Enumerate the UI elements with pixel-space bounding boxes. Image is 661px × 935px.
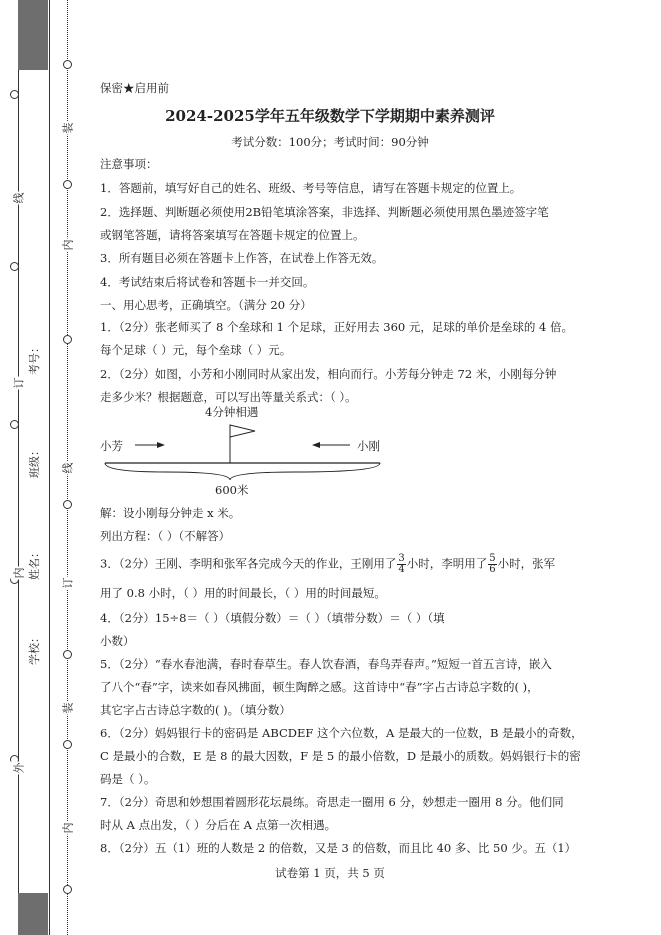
binding-hole (63, 500, 72, 509)
question-7: 7．（2分）奇思和妙想围着圆形花坛晨练。奇思走一圈用 6 分，妙想走一圈用 8 分。他们同 (100, 795, 564, 809)
frac-denominator: 6 (489, 564, 496, 575)
outer-label: 内 (12, 567, 26, 579)
notes-heading: 注意事项： (100, 157, 158, 171)
page-footer: 试卷第 1 页，共 5 页 (275, 866, 385, 880)
outer-label: 订 (12, 377, 26, 389)
xiaogang-label: 小刚 (357, 439, 380, 453)
binding-hole (63, 650, 72, 659)
q3-mid: 小时，李明用了 (406, 556, 488, 571)
q3-pre: 3．（2分）王刚、李明和张军各完成今天的作业，王刚用了 (100, 556, 397, 571)
fraction-five-sixths (488, 554, 496, 575)
binding-hole (63, 60, 72, 69)
question-5: 5．（2分）“春水春池满，春时春草生。春人饮春酒，春鸟弄春声。”短短一首五言诗，嵌入 (100, 657, 552, 671)
frac-numerator: 3 (398, 553, 405, 564)
binding-dark-top (18, 0, 48, 70)
fraction-three-quarters (397, 554, 405, 575)
meet-label: 4分钟相遇 (205, 405, 259, 419)
question-2-solution: 解：设小刚每分钟走 x 米。 (100, 506, 241, 520)
question-3 (100, 554, 555, 575)
class-label: 班级： (28, 445, 41, 478)
binding-dark-bottom (18, 893, 48, 935)
question-4-cont: 小数） (100, 634, 135, 648)
frac-numerator: 5 (489, 553, 496, 564)
question-2-cont: 走多少米？根据题意，可以写出等量关系式：（ ）。 (100, 390, 357, 404)
name-label: 姓名： (28, 547, 41, 580)
right-label: 装 (61, 702, 75, 714)
right-label: 装 (61, 122, 75, 134)
note-item: 1．答题前，填写好自己的姓名、班级、考号等信息，请写在答题卡规定的位置上。 (100, 181, 522, 195)
note-item: 或钢笔答题，请将答案填写在答题卡规定的位置上。 (100, 228, 365, 242)
question-5-cont2: 其它字占古诗总字数的( )。（填分数） (100, 703, 291, 717)
right-label: 线 (61, 462, 75, 474)
right-label: 订 (61, 577, 75, 589)
binding-hole (10, 420, 19, 429)
page-title: 2024-2025学年五年级数学下学期期中素养测评 (165, 107, 495, 125)
outer-label: 外 (12, 762, 26, 774)
question-8: 8．（2分）五（1）班的人数是 2 的倍数，又是 3 的倍数，而且比 40 多、比 50 少。五（1） (100, 841, 577, 855)
binding-hole (10, 262, 19, 271)
q3-post: 小时，张军 (497, 556, 556, 571)
question-5-cont: 了八个“春”字，读来如春风拂面，顿生陶醉之感。这首诗中“春”字占古诗总字数的( )， (100, 680, 539, 694)
question-3-cont: 用了 0.8 小时，（ ）用的时间最长，（ ）用的时间最短。 (100, 586, 386, 600)
question-6-cont2: 码是（ ）。 (100, 772, 156, 786)
school-label: 学校： (28, 632, 41, 665)
binding-hole (63, 740, 72, 749)
binding-margin (0, 0, 80, 935)
note-item: 3．所有题目必须在答题卡上作答，在试卷上作答无效。 (100, 251, 384, 265)
exam-number-label: 考号： (28, 342, 41, 375)
question-6-cont: C 是最小的合数，E 是 8 的最大因数，F 是 5 的最小倍数，D 是最小的质数。妈妈银行卡的密 (100, 749, 581, 763)
arrow-left-head-icon (312, 442, 320, 448)
binding-hole (10, 90, 19, 99)
question-1: 1．（2分）张老师买了 8 个垒球和 1 个足球，正好用去 360 元，足球的单价是垒球的 4 倍。 (100, 320, 574, 334)
secret-mark: 保密★启用前 (100, 81, 169, 95)
question-1-cont: 每个足球（ ）元，每个垒球（ ）元。 (100, 343, 292, 357)
frac-denominator: 4 (398, 564, 405, 575)
right-label: 内 (61, 822, 75, 834)
question-2-equation: 列出方程：（ ）（不解答） (100, 529, 231, 543)
flag-icon (230, 425, 255, 437)
binding-hole (63, 885, 72, 894)
exam-meta: 考试分数：100分；考试时间：90分钟 (231, 135, 429, 149)
binding-hole (63, 180, 72, 189)
note-item: 4．考试结束后将试卷和答题卡一并交回。 (100, 275, 315, 289)
note-item: 2．选择题、判断题必须使用2B铅笔填涂答案，非选择、判断题必须使用黑色墨迹签字笔 (100, 205, 549, 219)
section-heading: 一、用心思考，正确填空。（满分 20 分） (100, 298, 312, 312)
question-6: 6．（2分）妈妈银行卡的密码是 ABCDEF 这个六位数，A 是最大的一位数，B 是最小的奇数， (100, 726, 583, 740)
arrow-right-head-icon (157, 442, 165, 448)
question-2: 2．（2分）如图，小芳和小刚同时从家出发，相向而行。小芳每分钟走 72 米，小刚每分钟 (100, 367, 557, 381)
distance-label: 600米 (215, 483, 249, 497)
outer-label: 线 (12, 192, 26, 204)
xiaofang-label: 小芳 (100, 439, 123, 453)
binding-hole (63, 335, 72, 344)
question-7-cont: 时从 A 点出发，（ ）分后在 A 点第一次相遇。 (100, 818, 337, 832)
brace-icon (105, 463, 380, 480)
question-4: 4．（2分）15÷8＝（ ）（填假分数）＝（ ）（填带分数）＝（ ）（填 (100, 611, 445, 625)
right-label: 内 (61, 239, 75, 251)
meeting-diagram (95, 400, 395, 500)
